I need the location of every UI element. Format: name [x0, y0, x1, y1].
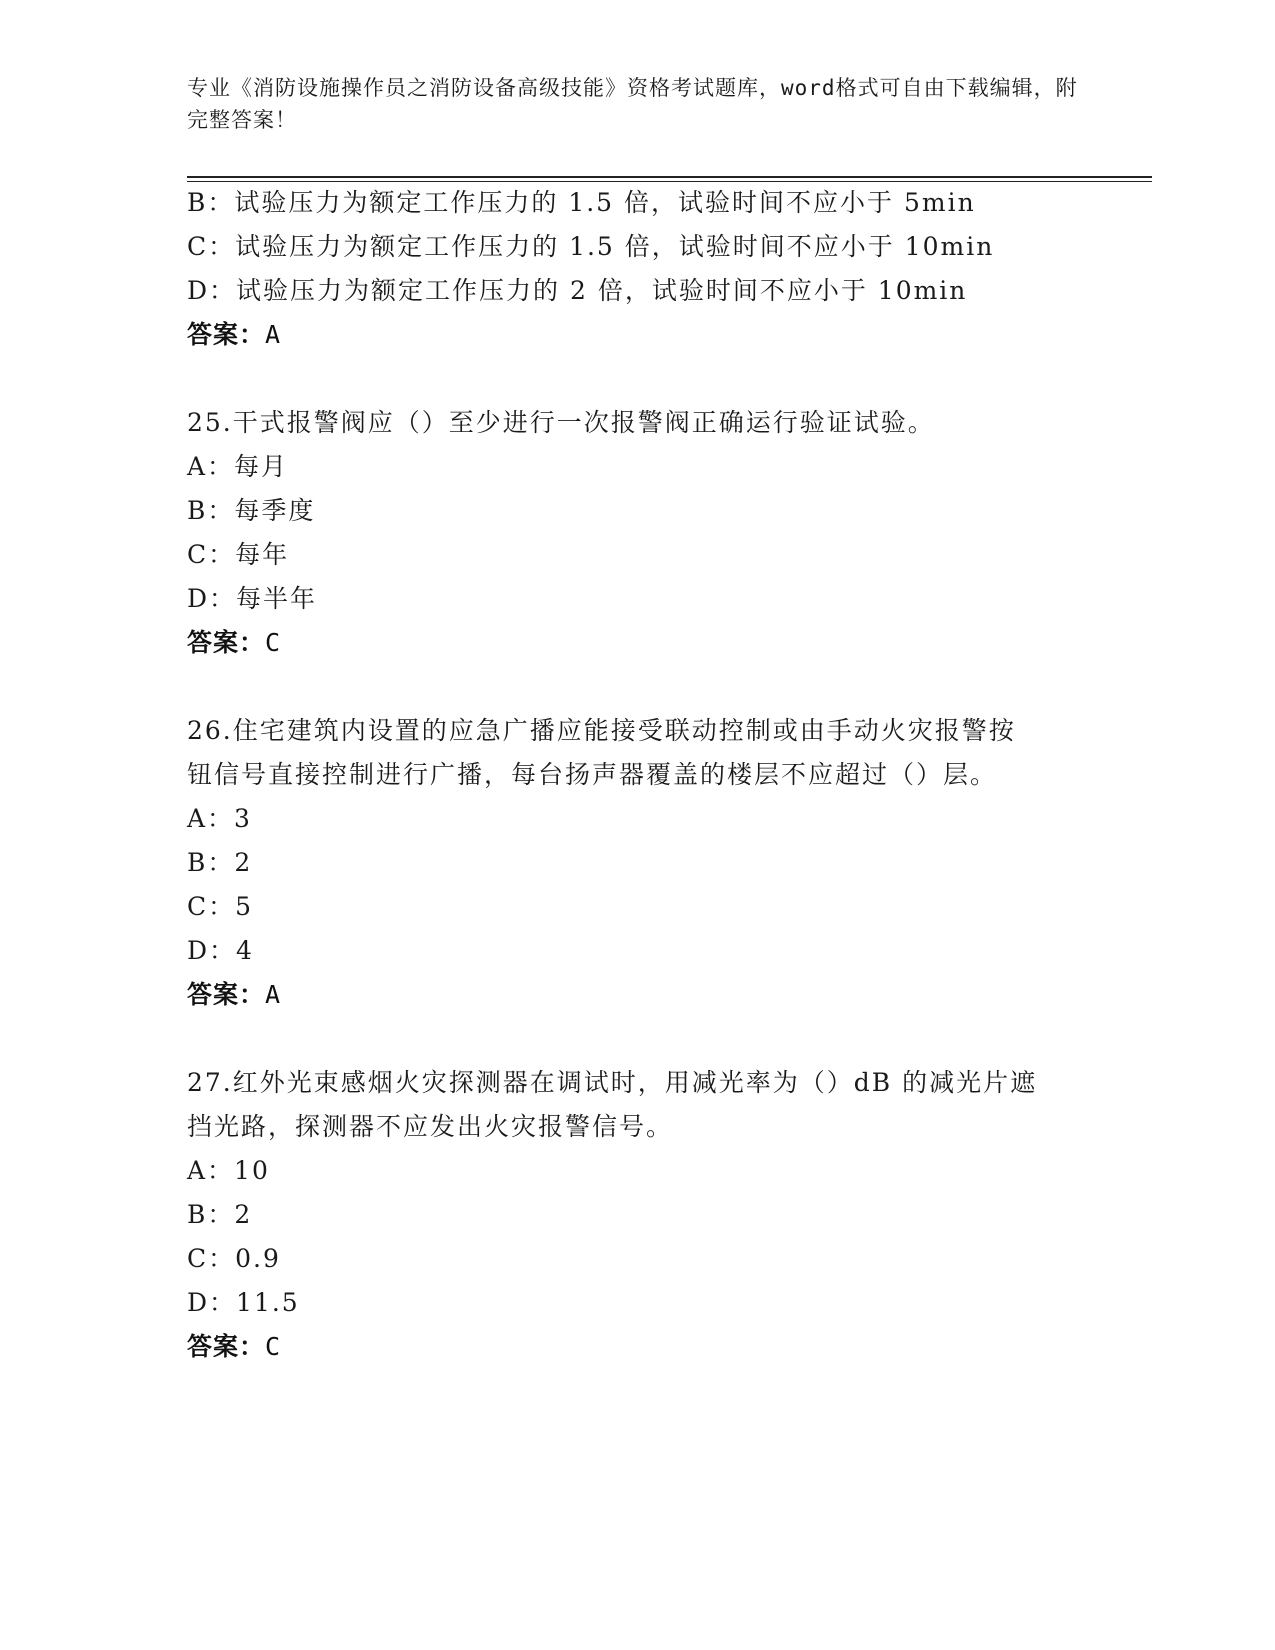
q25-option-a: A：每月	[187, 452, 289, 481]
q25-stem: 25.干式报警阀应（）至少进行一次报警阀正确运行验证试验。	[187, 408, 935, 437]
q25-option-c: C：每年	[187, 540, 290, 569]
q26-stem-line1: 26.住宅建筑内设置的应急广播应能接受联动控制或由手动火灾报警按	[187, 716, 1016, 745]
prev-answer	[187, 318, 281, 352]
header-divider-thin	[187, 181, 1152, 182]
prev-option-b: B：试验压力为额定工作压力的 1.5 倍，试验时间不应小于 5min	[187, 188, 976, 217]
answer-label: 答案：	[187, 628, 266, 657]
answer-label: 答案：	[187, 320, 266, 349]
q26-option-c: C：5	[187, 892, 254, 921]
q27-option-c: C：0.9	[187, 1244, 281, 1273]
q25-option-b: B：每季度	[187, 496, 316, 525]
prev-option-d: D：试验压力为额定工作压力的 2 倍，试验时间不应小于 10min	[187, 276, 968, 305]
q27-answer	[187, 1330, 281, 1364]
q27-stem-line1: 27.红外光束感烟火灾探测器在调试时，用减光率为（）dB 的减光片遮	[187, 1068, 1038, 1097]
q27-option-a: A：10	[187, 1156, 270, 1185]
answer-value: A	[265, 980, 282, 1009]
answer-value: A	[265, 320, 282, 349]
q25-option-d: D：每半年	[187, 584, 318, 613]
q27-option-d: D：11.5	[187, 1288, 300, 1317]
q25-answer	[187, 626, 281, 660]
prev-option-c: C：试验压力为额定工作压力的 1.5 倍，试验时间不应小于 10min	[187, 232, 995, 261]
answer-value: C	[265, 1332, 282, 1361]
header-divider-thick	[187, 176, 1152, 178]
q26-stem-line2: 钮信号直接控制进行广播，每台扬声器覆盖的楼层不应超过（）层。	[187, 760, 998, 789]
answer-label: 答案：	[187, 1332, 266, 1361]
answer-label: 答案：	[187, 980, 266, 1009]
answer-value: C	[265, 628, 282, 657]
q27-option-b: B：2	[187, 1200, 253, 1229]
q26-option-b: B：2	[187, 848, 253, 877]
document-header: 专业《消防设施操作员之消防设备高级技能》资格考试题库，word格式可自由下载编辑，附完整答案！	[187, 76, 1078, 132]
q26-option-d: D：4	[187, 936, 254, 965]
q26-option-a: A：3	[187, 804, 252, 833]
q27-stem-line2: 挡光路，探测器不应发出火灾报警信号。	[187, 1112, 674, 1141]
q26-answer	[187, 978, 281, 1012]
